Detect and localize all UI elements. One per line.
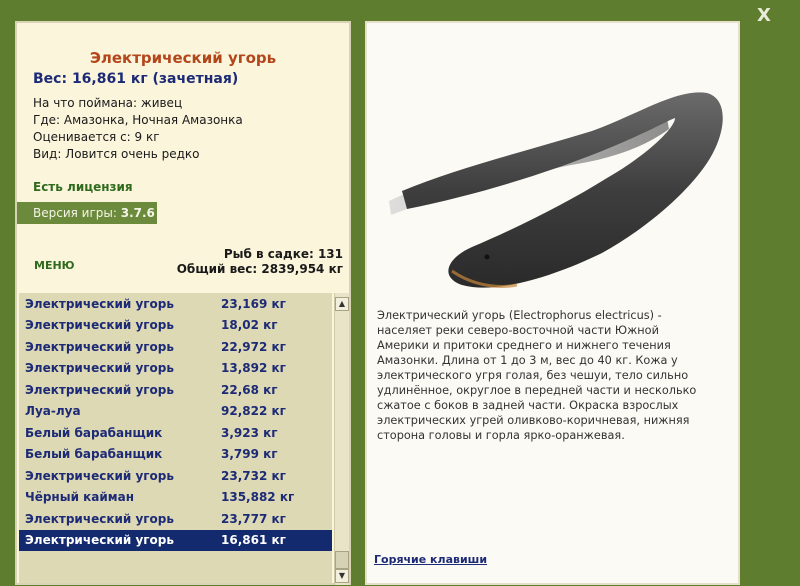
catch-item-weight: 3,923 кг <box>221 425 278 440</box>
detail-rarity: Вид: Ловится очень редко <box>33 147 200 161</box>
fish-details <box>33 95 243 163</box>
total-weight: Общий вес: 2839,954 кг <box>176 262 343 276</box>
catch-item-weight: 23,732 кг <box>221 468 286 483</box>
catch-item-weight: 13,892 кг <box>221 361 286 376</box>
catch-item-name: Электрический угорь <box>25 339 174 354</box>
chevron-down-icon[interactable]: ▼ <box>335 569 349 583</box>
catch-item-name: Чёрный кайман <box>25 490 135 505</box>
catch-item-weight: 135,882 кг <box>221 490 295 505</box>
catch-item-name: Электрический угорь <box>25 296 174 311</box>
catch-list-item[interactable] <box>19 444 332 466</box>
license-status: Есть лицензия <box>33 180 133 194</box>
hotkeys-link[interactable]: Горячие клавиши <box>374 553 488 566</box>
catch-item-weight: 16,861 кг <box>221 533 286 548</box>
fish-weight: Вес: 16,861 кг (зачетная) <box>33 71 239 87</box>
fish-count: Рыб в садке: 131 <box>223 247 343 261</box>
catch-list-item[interactable] <box>19 336 332 358</box>
catch-item-weight: 22,68 кг <box>221 382 278 397</box>
catch-item-name: Электрический угорь <box>25 382 174 397</box>
fish-description-panel <box>365 21 740 585</box>
catch-list-item[interactable] <box>19 358 332 380</box>
scrollbar-thumb[interactable] <box>335 551 349 569</box>
catch-item-weight: 3,799 кг <box>221 447 278 462</box>
catch-item-name: Белый барабанщик <box>25 425 163 440</box>
fish-title: Электрический угорь <box>89 49 277 67</box>
chevron-up-icon[interactable]: ▲ <box>335 297 349 311</box>
version-value: 3.7.6 <box>120 206 155 220</box>
catch-item-name: Электрический угорь <box>25 511 174 526</box>
fish-description: Электрический угорь (Electrophorus electricus) - населяет реки северо-восточной части Южной Америки и притоки среднего и нижнего течения Амазонки. Длина от 1 до 3 м, вес до 40 кг. Кожа у электрического угря голая, без чешуи, тело сильно удлинённое, округлое в передней части и несколько сжатое с боков в задней части. Окраска взрослых электрических угрей оливково-коричневая, нижняя сторона головы и горла ярко-оранжевая. <box>377 309 697 442</box>
catch-list[interactable] <box>19 293 332 583</box>
version-label: Версия игры: <box>33 206 121 220</box>
detail-location: Где: Амазонка, Ночная Амазонка <box>33 113 243 127</box>
close-icon: X <box>757 5 771 26</box>
catch-item-name: Электрический угорь <box>25 318 174 333</box>
catch-item-name: Электрический угорь <box>25 361 174 376</box>
close-button[interactable] <box>750 4 778 28</box>
catch-list-item[interactable] <box>19 293 332 315</box>
menu-button[interactable]: МЕНЮ <box>34 259 75 272</box>
catch-item-weight: 23,777 кг <box>221 511 286 526</box>
catch-item-name: Электрический угорь <box>25 468 174 483</box>
catch-item-weight: 18,02 кг <box>221 318 278 333</box>
catch-list-item[interactable] <box>19 422 332 444</box>
detail-bait: На что поймана: живец <box>33 96 183 110</box>
catch-item-name: Белый барабанщик <box>25 447 163 462</box>
catch-item-name: Луа-луа <box>25 404 81 419</box>
catch-list-item[interactable] <box>19 465 332 487</box>
catch-list-item[interactable] <box>19 508 332 530</box>
keepnet-stats <box>177 247 343 277</box>
electric-eel-image <box>377 63 732 303</box>
catch-item-name: Электрический угорь <box>25 533 174 548</box>
catch-list-item[interactable] <box>19 530 332 552</box>
catch-item-weight: 92,822 кг <box>221 404 286 419</box>
catch-item-weight: 22,972 кг <box>221 339 286 354</box>
catch-list-item[interactable] <box>19 379 332 401</box>
catch-list-scrollbar[interactable] <box>334 293 349 585</box>
catch-list-item[interactable] <box>19 315 332 337</box>
catch-item-weight: 23,169 кг <box>221 296 286 311</box>
fish-info-panel <box>15 21 351 585</box>
catch-list-item[interactable] <box>19 401 332 423</box>
version-badge <box>17 202 157 224</box>
catch-list-item[interactable] <box>19 487 332 509</box>
detail-min-weight: Оценивается с: 9 кг <box>33 130 160 144</box>
